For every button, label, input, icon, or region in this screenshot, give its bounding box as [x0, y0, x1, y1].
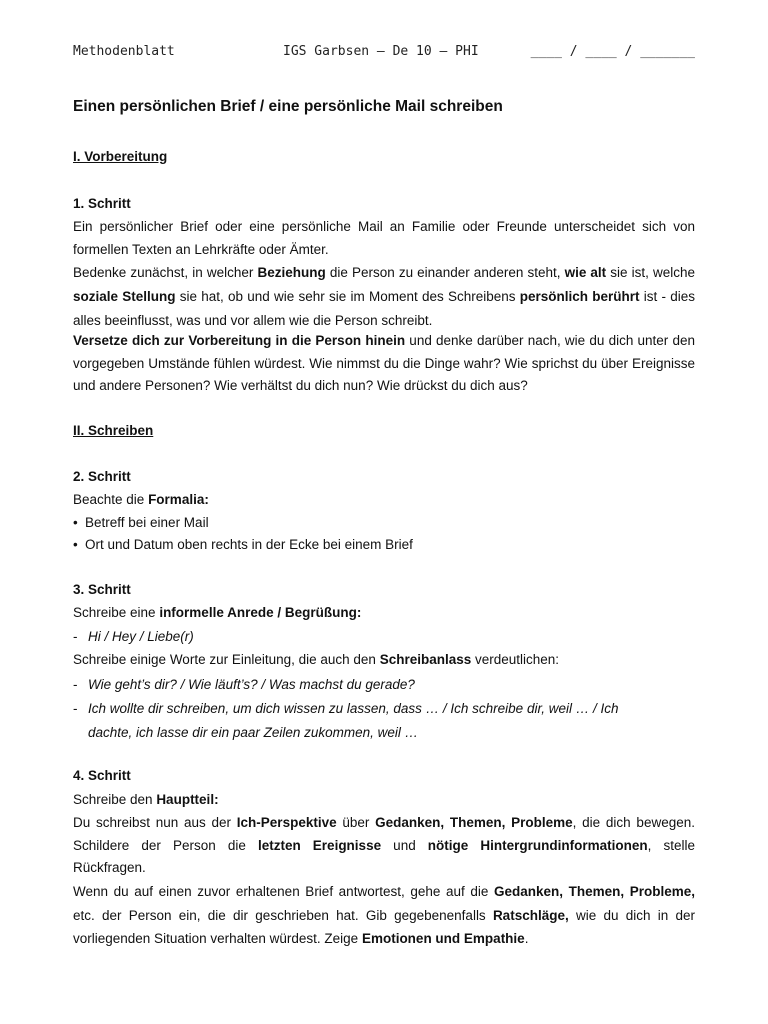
- step-3-intro-2: Schreibe einige Worte zur Einleitung, die auch den Schreibanlass verdeutlichen:: [73, 652, 560, 667]
- step-4-intro: Schreibe den Hauptteil:: [73, 792, 219, 807]
- header-left: Methodenblatt: [73, 44, 175, 59]
- step-1-paragraph-3: Versetze dich zur Vorbereitung in die Person hinein und denke darüber nach, wie du dich unter den vorgegeben Umstände fühlen würdest. Wie nimmst du die Dinge wahr? Wie sprichst du über Ereignisse und andere Personen? Wie verhältst du dich nun? Wie drückst du dich aus?: [73, 333, 695, 393]
- bullet-icon: •: [73, 515, 78, 530]
- step-1-paragraph-1: Ein persönlicher Brief oder eine persönliche Mail an Familie oder Freunde unterscheidet sich von formellen Texten an Lehrkräfte oder Ämter.: [73, 219, 695, 257]
- page-header: [73, 44, 695, 64]
- step-4-paragraph-2: Wenn du auf einen zuvor erhaltenen Brief antwortest, gehe auf die Gedanken, Themen, Probleme, etc. der Person ein, die dir geschrieben hat. Gib gegebenenfalls Ratschläge, wie du dich in der vorliegenden Situation verhalten würdest. Zeige Emotionen und Empathie.: [73, 884, 695, 946]
- step-1-heading: 1. Schritt: [73, 196, 131, 211]
- header-center: IGS Garbsen – De 10 – PHI: [283, 44, 479, 59]
- header-date-blanks: ____ / ____ / _______: [530, 44, 695, 59]
- page-title: Einen persönlichen Brief / eine persönliche Mail schreiben: [73, 98, 503, 115]
- step-4-heading: 4. Schritt: [73, 768, 131, 783]
- list-item: • Ort und Datum oben rechts in der Ecke bei einem Brief: [73, 534, 695, 557]
- step-1-paragraph-2: Bedenke zunächst, in welcher Beziehung die Person zu einander anderen steht, wie alt sie ist, welche soziale Stellung sie hat, ob und wie sehr sie im Moment des Schreibens persönlich berührt ist - dies alles beeinflusst, was und vor allem wie die Person schreibt.: [73, 265, 696, 328]
- example-greeting: - Hi / Hey / Liebe(r): [73, 625, 695, 649]
- step-4-paragraph-1: Du schreibst nun aus der Ich-Perspektive über Gedanken, Themen, Probleme, die dich bewegen. Schildere der Person die letzten Ereignisse und nötige Hintergrundinformationen, stelle Rückfragen.: [73, 815, 695, 875]
- section-heading-writing: II. Schreiben: [73, 423, 154, 438]
- list-item: • Betreff bei einer Mail: [73, 512, 695, 535]
- step-3-heading: 3. Schritt: [73, 582, 131, 597]
- bullet-icon: •: [73, 537, 78, 552]
- dash-icon: -: [73, 629, 78, 644]
- step-2-intro: Beachte die Formalia:: [73, 492, 209, 507]
- dash-icon: -: [73, 701, 78, 716]
- section-heading-preparation: I. Vorbereitung: [73, 149, 168, 164]
- example-opening-1: - Wie geht’s dir? / Wie läuft’s? / Was machst du gerade?: [73, 673, 695, 697]
- dash-icon: -: [73, 677, 78, 692]
- step-3-intro: Schreibe eine informelle Anrede / Begrüßung:: [73, 605, 362, 620]
- step-2-heading: 2. Schritt: [73, 469, 131, 484]
- example-opening-2: - Ich wollte dir schreiben, um dich wissen zu lassen, dass … / Ich schreibe dir, weil … / Ich dachte, ich lasse dir ein paar Zeilen zukommen, weil …: [73, 697, 695, 744]
